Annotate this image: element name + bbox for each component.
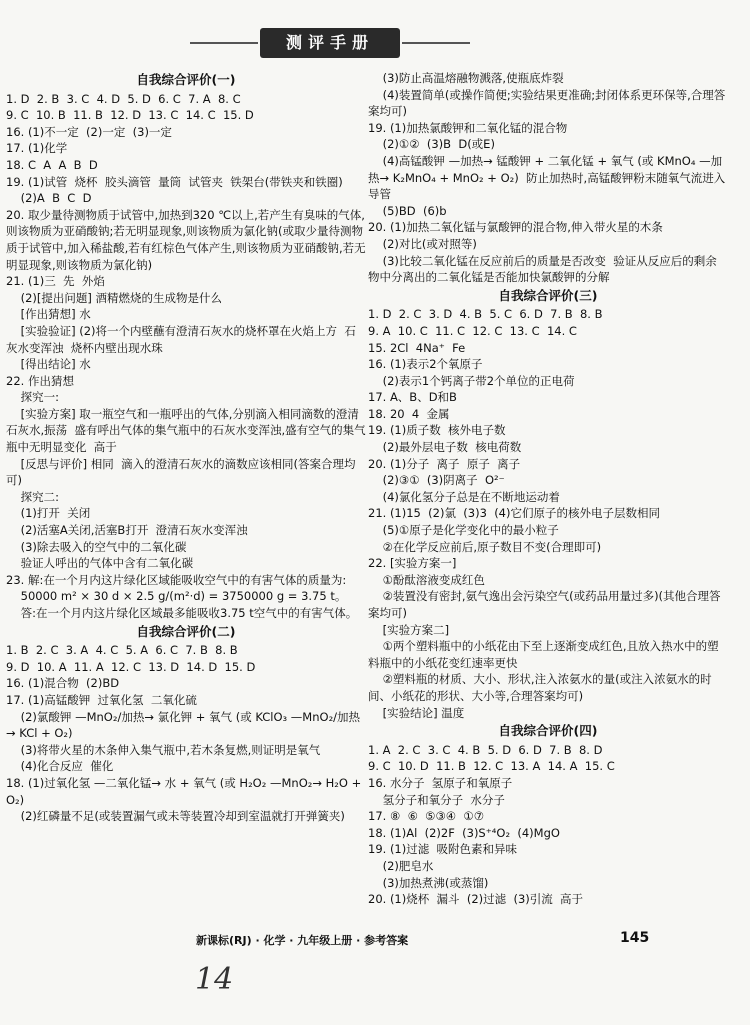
answer-line: (3)比较二氧化锰在反应前后的质量是否改变 验证从反应后的剩余物中分离出的二氧化锰是否能加快氯酸钾的分解 [368, 253, 717, 285]
answer-line: 50000 m² × 30 d × 2.5 g/(m²·d) = 3750000 g = 3.75 t。 [6, 589, 347, 604]
answer-line: 16. 水分子 氢原子和氧原子 [368, 775, 513, 790]
answer-line: 探究二: [6, 489, 59, 504]
answer-line: [反思与评价] 相同 滴入的澄清石灰水的滴数应该相同(答案合理均可) [6, 456, 356, 488]
answer-line: (2)③① (3)阴离子 O²⁻ [368, 473, 505, 488]
answer-line: (2)①② (3)B D(或E) [368, 137, 495, 152]
answer-line: (2)表示1个钙离子带2个单位的正电荷 [368, 373, 575, 388]
answer-line: 19. (1)试管 烧杯 胶头滴管 量筒 试管夹 铁架台(带铁夹和铁圈) [6, 174, 343, 189]
answer-line: ②在化学反应前后,原子数目不变(合理即可) [368, 539, 602, 554]
answer-line: (5)①原子是化学变化中的最小粒子 [368, 523, 559, 538]
answer-line: 22. 作出猜想 [6, 373, 74, 388]
answer-line: (2)对比(或对照等) [368, 236, 477, 251]
answer-line: [实验验证] (2)将一个内壁蘸有澄清石灰水的烧杯罩在火焰上方 石灰水变浑浊 烧杯内壁出现水珠 [6, 323, 356, 355]
answer-line: (2)最外层电子数 核电荷数 [368, 440, 522, 455]
section-title: 自我综合评价(三) [498, 287, 598, 303]
answer-line: (3)防止高温熔融物溅落,使瓶底炸裂 [368, 71, 564, 85]
answer-line: (4)高锰酸钾 —加热→ 锰酸钾 + 二氧化锰 + 氧气 (或 KMnO₄ —加热→ K₂MnO₄ + MnO₂ + O₂) 防止加热时,高锰酸钾粉末随氧气流进入导管 [368, 153, 726, 202]
answer-line: [实验结论] 温度 [368, 705, 465, 720]
answer-line: 9. C 10. D 11. B 12. C 13. A 14. A 15. C [368, 759, 615, 774]
answer-line: (4)装置简单(或操作简便;实验结果更准确;封闭体系更环保等,合理答案均可) [368, 87, 726, 119]
answer-line: 1. D 2. C 3. D 4. B 5. C 6. D 7. B 8. B [368, 307, 603, 322]
answer-line: (3)除去吸入的空气中的二氧化碳 [6, 539, 187, 554]
answer-line: (2)[提出问题] 酒精燃烧的生成物是什么 [6, 290, 223, 305]
answer-line: (2)A B C D [6, 191, 92, 206]
answer-line: (4)化合反应 催化 [6, 759, 114, 774]
answer-line: 19. (1)质子数 核外电子数 [368, 423, 506, 438]
answer-line: 15. 2Cl 4Na⁺ Fe [368, 340, 466, 355]
answer-line: (4)氯化氢分子总是在不断地运动着 [368, 489, 560, 504]
answer-line: 19. (1)过滤 吸附色素和异味 [368, 842, 518, 857]
answer-line: (3)加热煮沸(或蒸馏) [368, 875, 489, 890]
answer-line: 20. 取少量待测物质于试管中,加热到320 ℃以上,若产生有臭味的气体,则该物质为亚硝酸钠;若无明显现象,则该物质为氯化钠(或取少量待测物质于试管中,加入稀盐酸,若有红棕色气体产生,则该物质为亚硝酸钠,若无明显现象,则该物质为氯化钠) [6, 207, 366, 272]
answer-line: 23. 解:在一个月内这片绿化区域能吸收空气中的有害气体的质量为: [6, 572, 347, 587]
answer-line: 20. (1)分子 离子 原子 离子 [368, 456, 521, 471]
answer-line: 18. 20 4 金属 [368, 406, 450, 421]
answer-line: 17. A、B、D和B [368, 390, 457, 405]
answer-line: 9. A 10. C 11. C 12. C 13. C 14. C [368, 323, 577, 338]
answer-line: 18. (1)Al (2)2F (3)S⁺⁴O₂ (4)MgO [368, 825, 560, 840]
answer-line: 9. D 10. A 11. A 12. C 13. D 14. D 15. D [6, 659, 256, 674]
answer-line: (2)氯酸钾 —MnO₂/加热→ 氯化钾 + 氧气 (或 KClO₃ —MnO₂/加热→ KCl + O₂) [6, 709, 361, 741]
answer-line: 20. (1)烧杯 漏斗 (2)过滤 (3)引流 高于 [368, 892, 584, 907]
answer-line: 16. (1)表示2个氧原子 [368, 357, 483, 372]
answer-line: 1. B 2. C 3. A 4. C 5. A 6. C 7. B 8. B [6, 643, 238, 658]
answer-line: [实验方案] 取一瓶空气和一瓶呼出的气体,分别滴入相同滴数的澄清石灰水,振荡 盛有呼出气体的集气瓶中的石灰水变浑浊,盛有空气的集气瓶中无明显变化 高于 [6, 406, 366, 455]
answer-line: 18. C A A B D [6, 157, 98, 172]
answer-line: [实验方案二] [368, 622, 450, 637]
answer-line: (1)打开 关闭 [6, 506, 91, 521]
answer-line: ②装置没有密封,氨气逸出会污染空气(或药品用量过多)(其他合理答案均可) [368, 589, 721, 620]
footer-text: 新课标(RJ) · 化学 · 九年级上册 · 参考答案 [196, 934, 409, 947]
answer-line: ②塑料瓶的材质、大小、形状,注入浓氨水的量(或注入浓氨水的时间、小纸花的形状、大小等,合理答案均可) [368, 672, 712, 703]
answer-line: ①酚酞溶液变成红色 [368, 572, 485, 587]
answer-line: 17. ⑧ ⑥ ⑤③④ ①⑦ [368, 809, 485, 824]
answer-line: 18. (1)过氧化氢 —二氧化锰→ 水 + 氧气 (或 H₂O₂ —MnO₂→ H₂O + O₂) [6, 775, 365, 807]
answer-line: 探究一: [6, 390, 59, 405]
answer-line: 氢分子和氧分子 水分子 [368, 792, 505, 807]
answer-line: 17. (1)化学 [6, 141, 68, 156]
answer-line: (2)肥皂水 [368, 858, 434, 873]
answer-line: ①两个塑料瓶中的小纸花由下至上逐渐变成红色,且放入热水中的塑料瓶中的小纸花变红速率更快 [368, 639, 719, 670]
section-title: 自我综合评价(四) [498, 723, 598, 739]
page-number: 145 [620, 930, 650, 946]
answer-line: 21. (1)三 先 外焰 [6, 274, 105, 289]
answer-line: 16. (1)混合物 (2)BD [6, 676, 120, 691]
answer-line: 1. D 2. B 3. C 4. D 5. D 6. C 7. A 8. C [6, 91, 241, 106]
handwritten-note: 14 [195, 962, 234, 997]
answer-line: 9. C 10. B 11. B 12. D 13. C 14. C 15. D [6, 108, 254, 123]
answer-line: 21. (1)15 (2)氯 (3)3 (4)它们原子的核外电子层数相同 [368, 506, 660, 521]
answer-line: 1. A 2. C 3. C 4. B 5. D 6. D 7. B 8. D [368, 742, 603, 757]
section-title: 自我综合评价(二) [136, 623, 236, 639]
left-column [6, 70, 366, 825]
answer-line: 19. (1)加热氯酸钾和二氧化锰的混合物 [368, 120, 568, 135]
header-banner: 测评手册 [260, 28, 400, 58]
answer-line: 20. (1)加热二氧化锰与氯酸钾的混合物,伸入带火星的木条 [368, 220, 663, 235]
answer-line: (5)BD (6)b [368, 203, 447, 218]
answer-line: 17. (1)高锰酸钾 过氧化氢 二氧化硫 [6, 692, 197, 707]
answer-line: (3)将带火星的木条伸入集气瓶中,若木条复燃,则证明是氧气 [6, 742, 321, 757]
answer-line: 16. (1)不一定 (2)一定 (3)一定 [6, 124, 172, 139]
right-column [368, 70, 728, 908]
banner-rule-right [402, 42, 470, 44]
answer-line: 验证人呼出的气体中含有二氧化碳 [6, 556, 194, 571]
answer-line: (2)红磷量不足(或装置漏气或未等装置冷却到室温就打开弹簧夹) [6, 809, 345, 824]
answer-line: (2)活塞A关闭,活塞B打开 澄清石灰水变浑浊 [6, 523, 248, 538]
banner-rule-left [190, 42, 258, 44]
answer-line: 22. [实验方案一] [368, 556, 457, 571]
answer-line: [作出猜想] 水 [6, 307, 91, 322]
answer-line: [得出结论] 水 [6, 357, 91, 372]
section-title: 自我综合评价(一) [136, 72, 236, 87]
answer-line: 答:在一个月内这片绿化区域最多能吸收3.75 t空气中的有害气体。 [6, 606, 358, 620]
